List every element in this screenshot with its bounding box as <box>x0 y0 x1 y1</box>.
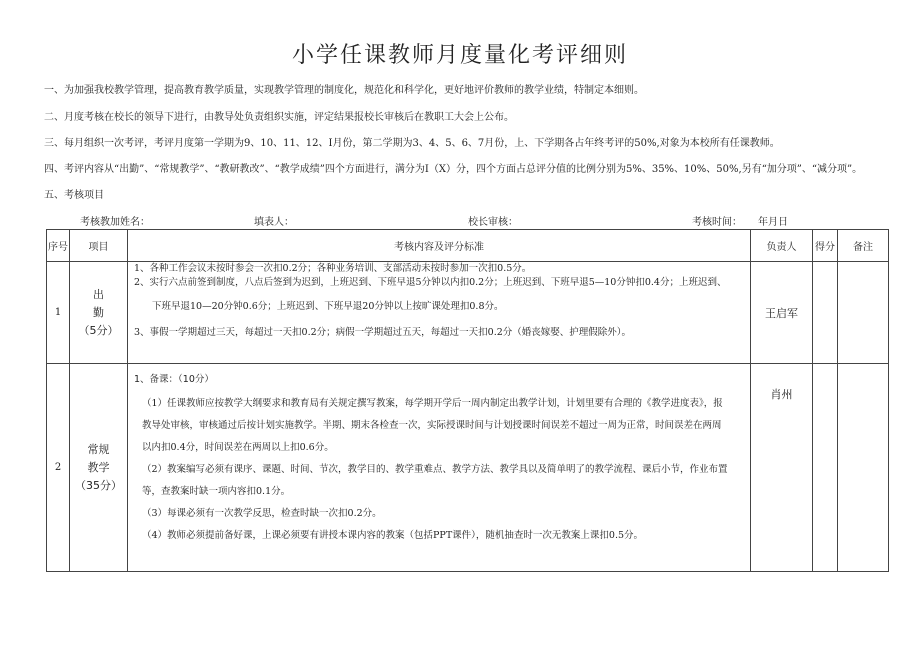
criteria-line: 下班早退10—20分钟0.6分；上班迟到、下班早退20分钟以上按旷课处理扣0.8分。 <box>152 301 504 312</box>
table-row <box>47 262 889 364</box>
assessment-table <box>46 229 889 572</box>
criteria-line: 3、事假一学期超过三天，每超过一天扣0.2分；病假一学期超过五天，每超过一天扣0.2分（婚丧嫁娶、护理假除外）。 <box>134 327 632 338</box>
header-no: 序号 <box>47 230 70 262</box>
item-name-line: 出 <box>93 287 104 301</box>
header-score: 得分 <box>813 230 838 262</box>
item-name-line: 勤 <box>93 305 104 319</box>
criteria-line: 教导处审核，审核通过后按计划实施教学。半期、期末各检查一次，实际授课时间与计划授课时间误差不超过一周为正常，时间误差在两周 <box>142 420 722 431</box>
paragraph-3: 三、每月组织一次考评，考评月度第一学期为9、10、11、12、I月份，第二学期为3、4、5、6、7月份，上、下学期各占年终考评的50%,对象为本校所有任课教师。 <box>44 138 780 149</box>
criteria-line: （2）教案编写必须有课序、课题、时间、节次，教学目的、教学重难点、教学方法、教学具以及简单明了的教学流程、课后小节，作业布置 <box>142 464 728 475</box>
note-cell <box>838 364 889 572</box>
teacher-name-label: 考核教加姓名： <box>80 217 150 228</box>
item-name-line: 教学 <box>87 460 110 474</box>
paragraph-1: 一、为加强我校教学管理，提高教育教学质量，实现教学管理的制度化，规范化和科学化，更好地评价教师的教学业绩，特制定本细则。 <box>44 85 644 96</box>
row-number: 2 <box>47 364 70 572</box>
item-cell <box>70 364 128 572</box>
row-number: 1 <box>47 262 70 364</box>
item-name-line: 常规 <box>87 442 110 456</box>
criteria-line: 等，查教案时缺一项内容扣0.1分。 <box>142 486 291 497</box>
criteria-line: 2、实行六点前签到制度，八点后签到为迟到，上班迟到、下班早退5分钟以内扣0.2分；上班迟到、下班早退5—10分钟扣0.4分；上班迟到、 <box>134 277 727 288</box>
item-cell <box>70 262 128 364</box>
filler-label: 填表人： <box>254 217 294 228</box>
criteria-line: （4）教师必须提前备好课，上课必须要有讲授本课内容的教案（包括PPT课件），随机抽查时一次无教案上课扣0.5分。 <box>142 530 644 541</box>
score-cell <box>813 262 838 364</box>
criteria-line: 1、备课：（10分） <box>134 374 214 385</box>
score-cell <box>813 364 838 572</box>
paragraph-2: 二、月度考核在校长的领导下进行，由教导处负责组织实施，评定结果报校长审核后在教职工大会上公布。 <box>44 112 514 123</box>
header-item: 项目 <box>70 230 128 262</box>
principal-review-label: 校长审核： <box>468 217 518 228</box>
criteria-line: （1）任课教师应按教学大纲要求和教育局有关规定撰写教案，每学期开学后一周内制定出教学计划，计划里要有合理的《教学进度表》，报 <box>142 398 723 409</box>
criteria-cell <box>128 262 751 364</box>
assessment-date-label: 年月日 <box>758 217 788 228</box>
note-cell <box>838 262 889 364</box>
document-title: 小学任课教师月度量化考评细则 <box>291 43 628 68</box>
header-owner: 负责人 <box>751 230 813 262</box>
assessment-meta-row <box>80 213 840 226</box>
criteria-cell <box>128 364 751 572</box>
criteria-line: 以内扣0.4分，时间误差在两周以上扣0.6分。 <box>142 442 334 453</box>
paragraph-5: 五、考核项目 <box>44 190 104 201</box>
item-points: （5分） <box>78 323 119 337</box>
table-header-row <box>47 230 889 262</box>
assessment-time-label: 考核时间： <box>692 217 742 228</box>
criteria-line: （3）每课必须有一次教学反思，检查时缺一次扣0.2分。 <box>142 508 382 519</box>
paragraph-4: 四、考评内容从“出勤”、“常规教学”、“教研教改”、“教学成绩”四个方面进行，满分为I（X）分，四个方面占总评分值的比例分别为5%、35%、10%、50%,另有“加分项”、“减分项”。 <box>44 164 863 175</box>
header-criteria: 考核内容及评分标准 <box>128 230 751 262</box>
owner-cell: 肖州 <box>751 364 813 572</box>
criteria-line: 1、各种工作会议未按时参会一次扣0.2分；各种业务培训、支部活动未按时参加一次扣0.5分。 <box>134 263 532 274</box>
item-points: （35分） <box>75 478 122 492</box>
table-row <box>47 364 889 572</box>
header-note: 备注 <box>838 230 889 262</box>
owner-cell: 王启军 <box>751 262 813 364</box>
